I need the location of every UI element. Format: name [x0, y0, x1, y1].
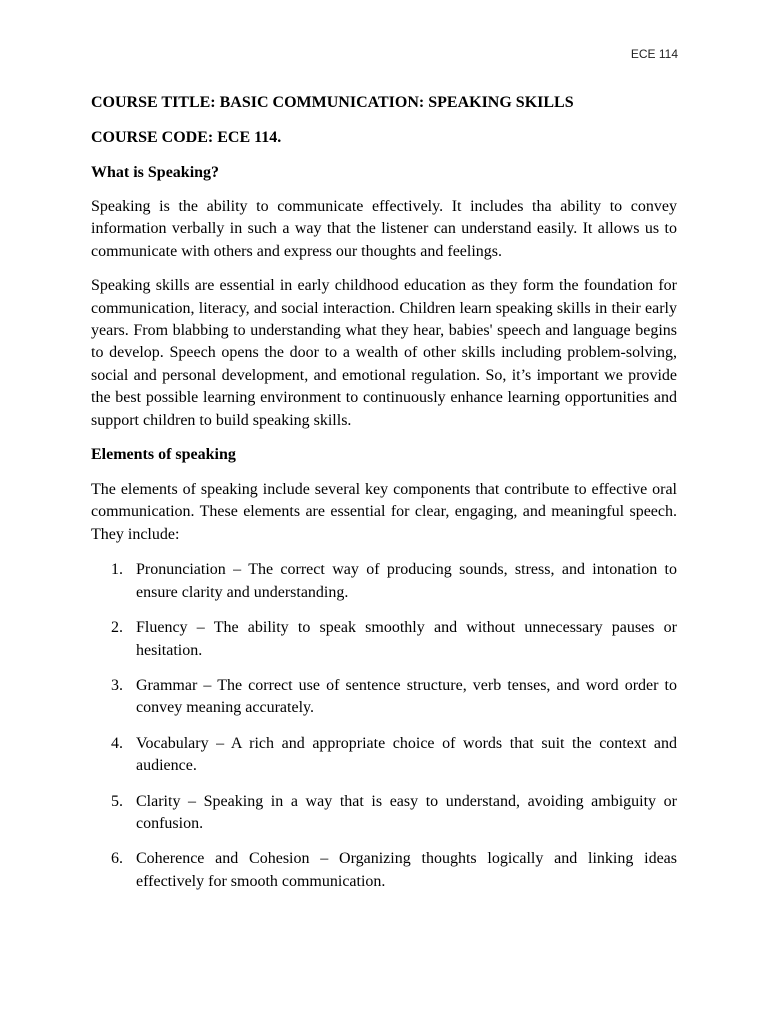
list-item-text: Clarity – Speaking in a way that is easy to understand, avoiding ambiguity or confusion.	[136, 792, 677, 832]
section-heading-what-is-speaking: What is Speaking?	[91, 164, 220, 181]
list-item	[91, 675, 677, 720]
list-item	[91, 559, 677, 604]
course-title: COURSE TITLE: BASIC COMMUNICATION: SPEAKING SKILLS	[91, 94, 574, 111]
document-body	[91, 92, 677, 906]
paragraph-importance: Speaking skills are essential in early childhood education as they form the foundation for communication, literacy, and social interaction. Children learn speaking skills in their early years. From blabbing to understanding what they hear, babies' speech and language begins to develop. Speech opens the door to a wealth of other skills including problem-solving, social and personal development, and emotional regulation. So, it’s important we provide the best possible learning environment to continuously enhance learning opportunities and support children to build speaking skills.	[91, 277, 677, 429]
section-heading-elements: Elements of speaking	[91, 446, 236, 464]
list-item-number: 4.	[111, 734, 123, 752]
list-item	[91, 733, 677, 778]
list-item	[91, 791, 677, 836]
list-item-number: 6.	[111, 850, 123, 868]
list-item-number: 3.	[111, 676, 123, 694]
list-item-number: 1.	[111, 561, 123, 579]
list-item-number: 5.	[111, 792, 123, 810]
list-item	[91, 848, 677, 893]
header-course-code: ECE 114	[630, 47, 678, 61]
list-item-number: 2.	[111, 619, 123, 637]
paragraph-elements-intro: The elements of speaking include several key components that contribute to effective oral communication. These elements are essential for clear, engaging, and meaningful speech. They include:	[91, 481, 677, 543]
paragraph-definition: Speaking is the ability to communicate effectively. It includes tha ability to convey information verbally in such a way that the listener can understand easily. It allows us to communicate with others and express our thoughts and feelings.	[91, 198, 677, 260]
list-item-text: Coherence and Cohesion – Organizing thoughts logically and linking ideas effectively for smooth communication.	[136, 850, 677, 890]
elements-list	[91, 559, 677, 893]
course-code: COURSE CODE: ECE 114.	[91, 129, 282, 146]
list-item-text: Fluency – The ability to speak smoothly and without unnecessary pauses or hesitation.	[136, 619, 677, 659]
list-item-text: Grammar – The correct use of sentence structure, verb tenses, and word order to convey meaning accurately.	[136, 676, 677, 717]
list-item	[91, 617, 677, 662]
list-item-text: Pronunciation – The correct way of producing sounds, stress, and intonation to ensure clarity and understanding.	[136, 561, 677, 601]
list-item-text: Vocabulary – A rich and appropriate choice of words that suit the context and audience.	[136, 734, 677, 775]
